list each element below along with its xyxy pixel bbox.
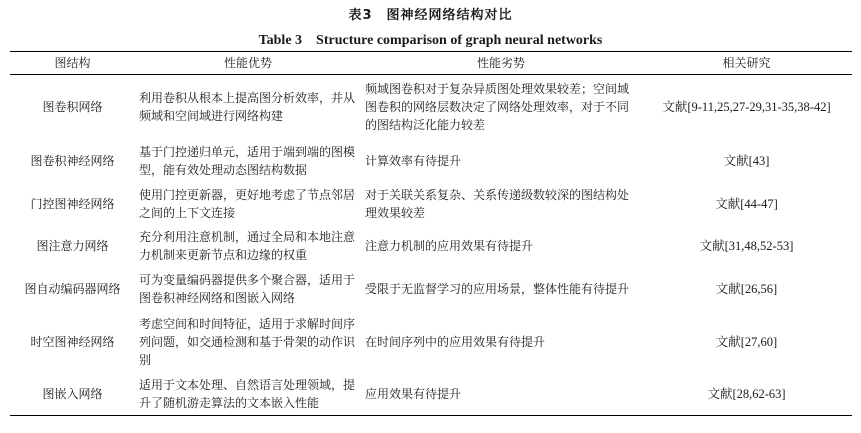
table-row (10, 75, 852, 140)
cell-reference: 文献[9-11,25,27-29,31-35,38-42] (662, 100, 831, 114)
cell-structure: 图卷积网络 (42, 100, 103, 114)
table-title-english: Table 3 Structure comparison of graph neural networks (258, 33, 603, 48)
cell-structure: 门控图神经网络 (30, 197, 115, 211)
cell-structure: 时空图神经网络 (30, 335, 115, 349)
cell-reference: 文献[31,48,52-53] (699, 239, 794, 253)
cell-disadvantage: 注意力机制的应用效果有待提升 (365, 239, 534, 253)
cell-reference: 文献[28,62-63] (707, 387, 786, 401)
cell-disadvantage: 频域图卷积对于复杂异质图处理效果较差；空间域图卷积的网络层数决定了网络处理效率，对于不同的图结构泛化能力较差 (365, 82, 630, 132)
table-row (10, 373, 852, 416)
cell-reference: 文献[44-47] (715, 197, 778, 211)
table-row (10, 225, 852, 267)
table-title-chinese: 表3 图神经网络结构对比 (348, 8, 513, 23)
cell-advantage: 可为变量编码器提供多个聚合器，适用于图卷积神经网络和图嵌入网络 (139, 273, 356, 305)
cell-disadvantage: 在时间序列中的应用效果有待提升 (365, 335, 546, 349)
cell-reference: 文献[26,56] (715, 282, 778, 296)
cell-advantage: 充分利用注意机制，通过全局和本地注意力机制来更新节点和边缘的权重 (139, 230, 356, 262)
cell-disadvantage: 计算效率有待提升 (365, 154, 462, 168)
cell-structure: 图自动编码器网络 (24, 282, 121, 296)
cell-reference: 文献[27,60] (715, 335, 778, 349)
table-row (10, 183, 852, 225)
cell-structure: 图嵌入网络 (42, 387, 103, 401)
cell-structure: 图卷积神经网络 (30, 154, 115, 168)
cell-advantage: 基于门控递归单元，适用于端到端的图模型，能有效处理动态图结构数据 (139, 145, 356, 177)
cell-reference: 文献[43] (723, 154, 770, 168)
header-reference: 相关研究 (722, 56, 771, 70)
cell-disadvantage: 应用效果有待提升 (365, 387, 462, 401)
cell-structure: 图注意力网络 (36, 239, 109, 253)
header-advantage: 性能优势 (223, 56, 272, 70)
table-row (10, 267, 852, 311)
cell-disadvantage: 对于关联关系复杂、关系传递级数较深的图结构处理效果较差 (365, 188, 630, 220)
table-row (10, 139, 852, 183)
header-structure: 图结构 (54, 56, 91, 70)
cell-advantage: 使用门控更新器，更好地考虑了节点邻居之间的上下文连接 (139, 188, 356, 220)
header-disadvantage: 性能劣势 (476, 56, 525, 70)
table-row (10, 311, 852, 373)
cell-advantage: 适用于文本处理、自然语言处理领域，提升了随机游走算法的文本嵌入性能 (139, 378, 356, 410)
cell-advantage: 利用卷积从根本上提高图分析效率，并从频域和空间域进行网络构建 (139, 91, 356, 123)
table-header-row (10, 52, 852, 75)
comparison-table (10, 51, 852, 416)
cell-advantage: 考虑空间和时间特征，适用于求解时间序列问题，如交通检测和基于骨架的动作识别 (139, 317, 356, 367)
cell-disadvantage: 受限于无监督学习的应用场景，整体性能有待提升 (365, 282, 630, 296)
